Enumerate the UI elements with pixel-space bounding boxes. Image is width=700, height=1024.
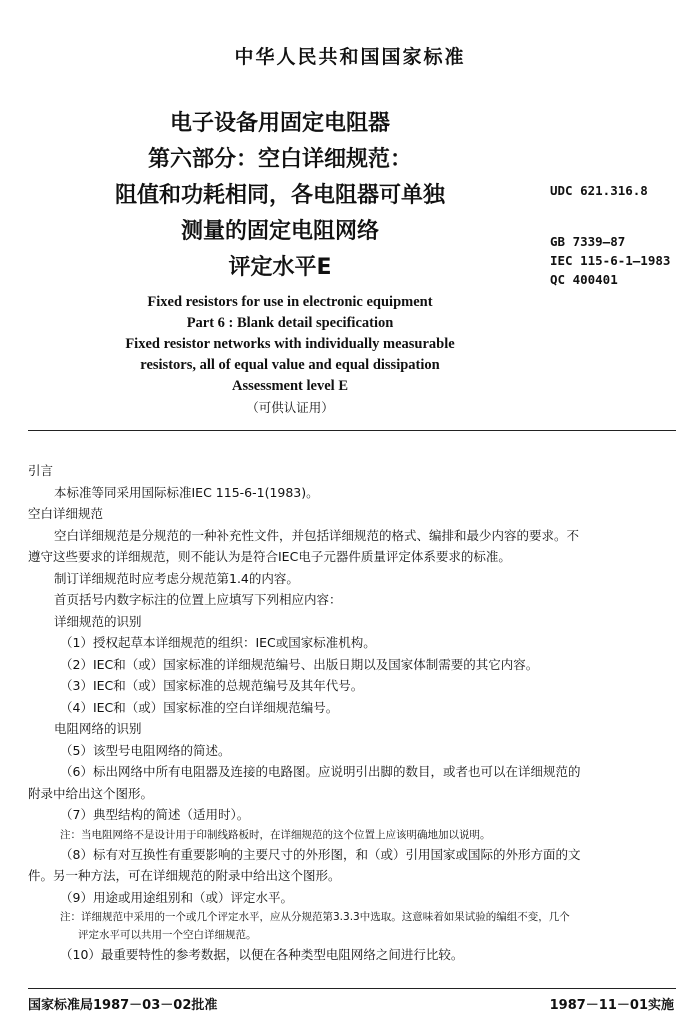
blank-spec-heading: 空白详细规范 [28, 506, 104, 521]
title-en-line-2: Part 6 : Blank detail specification [186, 315, 394, 331]
paragraph-1-line-1: 空白详细规范是分规范的一种补充性文件，并包括详细规范的格式、编排和最少内容的要求。不 [54, 527, 580, 543]
list-item-8-line-2: 件。另一种方法，可在详细规范的附录中给出这个图形。 [28, 868, 341, 883]
title-en-line-4: resistors, all of equal value and equal dissipation [140, 357, 440, 373]
title-en-line-5: Assessment level E [232, 378, 348, 394]
english-title-block [60, 292, 520, 418]
qc-code: QC 400401 [550, 272, 618, 287]
intro-text: 本标准等同采用国际标准IEC 115-6-1(1983)。 [54, 484, 319, 500]
title-cn-line-3: 阻值和功耗相同，各电阻器可单独 [114, 183, 445, 208]
header-divider [28, 430, 676, 431]
iec-code: IEC 115-6-1—1983 [550, 253, 671, 268]
list-item-5: （5）该型号电阻网络的简述。 [60, 742, 231, 758]
title-cn-line-5: 评定水平E [228, 255, 332, 280]
list-item-1: （1）授权起草本详细规范的组织：IEC或国家标准机构。 [60, 635, 376, 650]
title-cn-line-2: 第六部分：空白详细规范： [147, 147, 412, 172]
paragraph-2: 制订详细规范时应考虑分规范第1.4的内容。 [54, 570, 299, 586]
list-item-9: （9）用途或用途组别和（或）评定水平。 [60, 889, 293, 905]
implementation-date: 1987－11－01实施 [549, 998, 674, 1013]
certification-note: （可供认证用） [246, 400, 334, 415]
list-item-2: （2）IEC和（或）国家标准的详细规范编号、出版日期以及国家体制需要的其它内容。 [60, 656, 539, 672]
list-item-10: （10）最重要特性的参考数据，以便在各种类型电阻网络之间进行比较。 [60, 947, 464, 962]
intro-heading: 引言 [28, 463, 54, 478]
standard-codes [550, 232, 670, 289]
title-cn-line-4: 测量的固定电阻网络 [180, 219, 379, 244]
note-1: 注：当电阻网络不是设计用于印制线路板时，在详细规范的这个位置上应该明确地加以说明。 [60, 828, 491, 841]
note-2-line-1: 注：详细规范中采用的一个或几个评定水平，应从分规范第3.3.3中选取。这意味着如果试验的编组不变，几个 [60, 911, 570, 923]
list-item-7: （7）典型结构的简述（适用时）。 [60, 807, 250, 822]
list-item-6-line-2: 附录中给出这个图形。 [28, 785, 154, 801]
list-item-6-line-1: （6）标出网络中所有电阻器及连接的电路图。应说明引出脚的数目，或者也可以在详细规范的 [60, 764, 581, 779]
chinese-title-block [40, 106, 520, 286]
paragraph-1-line-2: 遵守这些要求的详细规范，则不能认为是符合IEC电子元器件质量评定体系要求的标准。 [28, 549, 511, 564]
national-standard-header: 中华人民共和国国家标准 [234, 46, 466, 68]
paragraph-3: 首页括号内数字标注的位置上应填写下列相应内容： [54, 592, 342, 607]
note-2-line-2: 评定水平可以共用一个空白详细规范。 [78, 929, 257, 941]
footer-divider [28, 988, 676, 989]
subheading-spec-identification: 详细规范的识别 [54, 613, 142, 629]
document-body [28, 460, 678, 966]
list-item-8-line-1: （8）标有对互换性有重要影响的主要尺寸的外形图，和（或）引用国家或国际的外形方面的文 [60, 846, 581, 862]
udc-code: UDC 621.316.8 [550, 183, 648, 198]
gb-code: GB 7339—87 [550, 234, 626, 249]
title-en-line-3: Fixed resistor networks with individually measurable [125, 336, 455, 352]
approval-date: 国家标准局1987－03－02批准 [28, 998, 218, 1013]
title-en-line-1: Fixed resistors for use in electronic equipment [147, 294, 433, 310]
title-cn-line-1: 电子设备用固定电阻器 [169, 111, 390, 136]
subheading-network-identification: 电阻网络的识别 [54, 721, 142, 736]
list-item-3: （3）IEC和（或）国家标准的总规范编号及其年代号。 [60, 678, 364, 693]
list-item-4: （4）IEC和（或）国家标准的空白详细规范编号。 [60, 699, 339, 715]
